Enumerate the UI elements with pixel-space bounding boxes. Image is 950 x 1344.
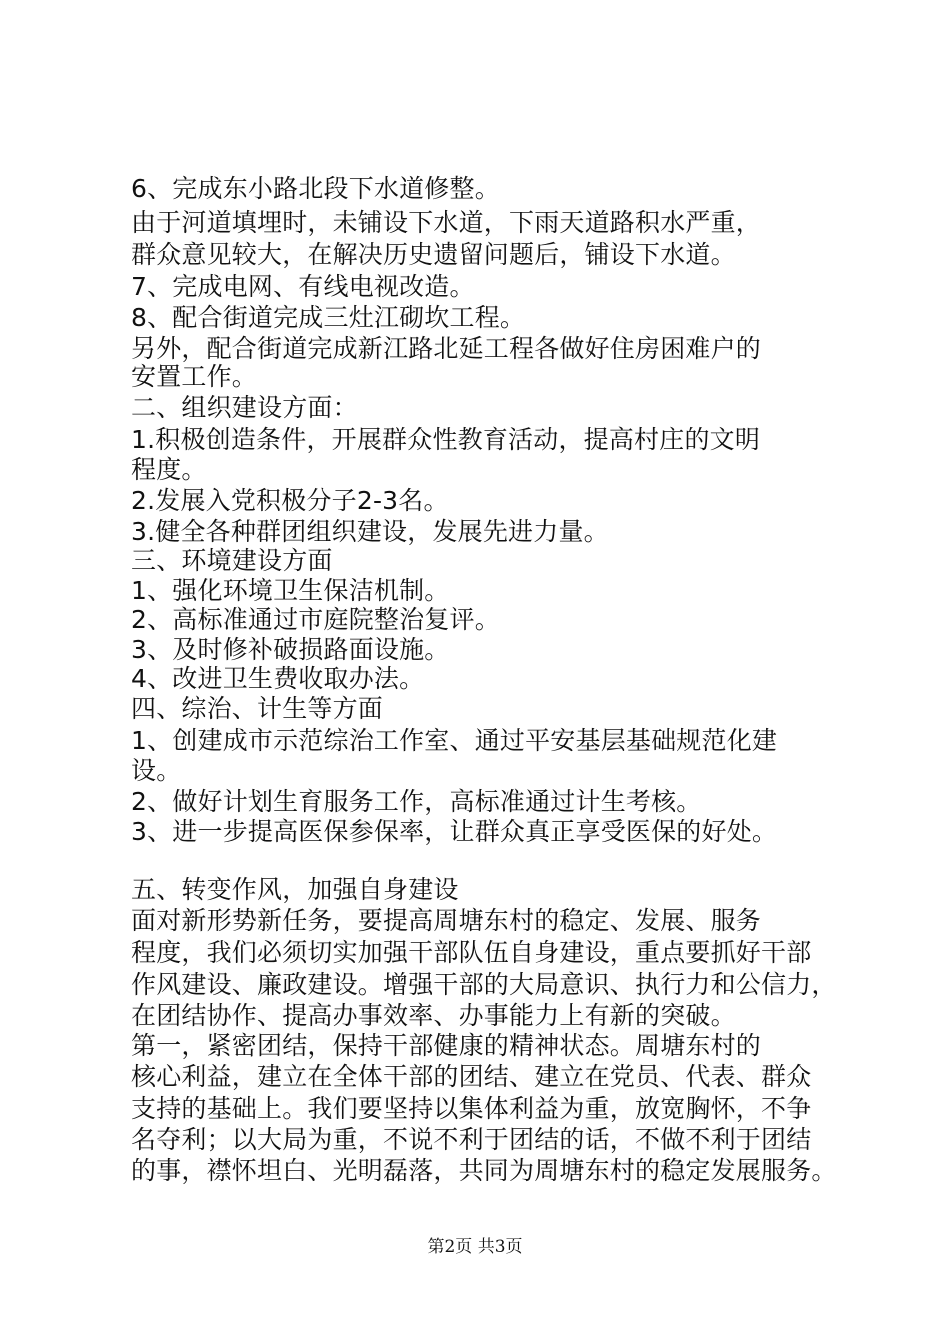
text-line: 二、组织建设方面： — [131, 393, 358, 422]
text-line: 1.积极创造条件，开展群众性教育活动，提高村庄的文明 — [131, 425, 761, 454]
text-line: 名夺利；以大局为重，不说不利于团结的话，不做不利于团结 — [131, 1125, 812, 1154]
text-line: 四、综治、计生等方面 — [131, 694, 384, 723]
text-line: 第一，紧密团结，保持干部健康的精神状态。周塘东村的 — [131, 1031, 762, 1060]
text-line: 3、及时修补破损路面设施。 — [131, 635, 450, 664]
text-line: 三、环境建设方面 — [131, 546, 333, 575]
text-line: 群众意见较大，在解决历史遗留问题后，铺设下水道。 — [131, 240, 736, 269]
text-line: 4、改进卫生费收取办法。 — [131, 664, 425, 693]
text-line: 3.健全各种群团组织建设，发展先进力量。 — [131, 517, 609, 546]
text-line: 面对新形势新任务，要提高周塘东村的稳定、发展、服务 — [131, 906, 762, 935]
text-line: 由于河道填埋时，未铺设下水道，下雨天道路积水严重， — [131, 208, 762, 237]
text-line: 2、做好计划生育服务工作，高标准通过计生考核。 — [131, 787, 702, 816]
text-line: 1、创建成市示范综治工作室、通过平安基层基础规范化建 — [131, 726, 778, 755]
page-footer: 第2页 共3页 — [427, 1237, 523, 1257]
text-line: 安置工作。 — [131, 362, 258, 391]
text-line: 2、高标准通过市庭院整治复评。 — [131, 605, 500, 634]
text-line: 6、完成东小路北段下水道修整。 — [131, 174, 500, 203]
text-line: 1、强化环境卫生保洁机制。 — [131, 576, 450, 605]
text-line: 支持的基础上。我们要坚持以集体利益为重，放宽胸怀，不争 — [131, 1094, 812, 1123]
text-line: 设。 — [131, 756, 182, 785]
text-line: 在团结协作、提高办事效率、办事能力上有新的突破。 — [131, 1001, 736, 1030]
text-line: 程度，我们必须切实加强干部队伍自身建设，重点要抓好干部 — [131, 938, 812, 967]
text-line: 程度。 — [131, 455, 207, 484]
text-line: 五、转变作风，加强自身建设 — [131, 875, 459, 904]
text-line: 的事，襟怀坦白、光明磊落，共同为周塘东村的稳定发展服务。 — [131, 1156, 837, 1185]
text-line: 3、进一步提高医保参保率，让群众真正享受医保的好处。 — [131, 817, 778, 846]
text-line: 作风建设、廉政建设。增强干部的大局意识、执行力和公信力， — [131, 970, 837, 999]
text-line: 2.发展入党积极分子2-3名。 — [131, 486, 449, 515]
text-line: 另外，配合街道完成新江路北延工程各做好住房困难户的 — [131, 334, 762, 363]
text-line: 7、完成电网、有线电视改造。 — [131, 272, 475, 301]
text-line: 8、配合街道完成三灶江砌坎工程。 — [131, 303, 526, 332]
text-line: 核心利益，建立在全体干部的团结、建立在党员、代表、群众 — [131, 1062, 812, 1091]
